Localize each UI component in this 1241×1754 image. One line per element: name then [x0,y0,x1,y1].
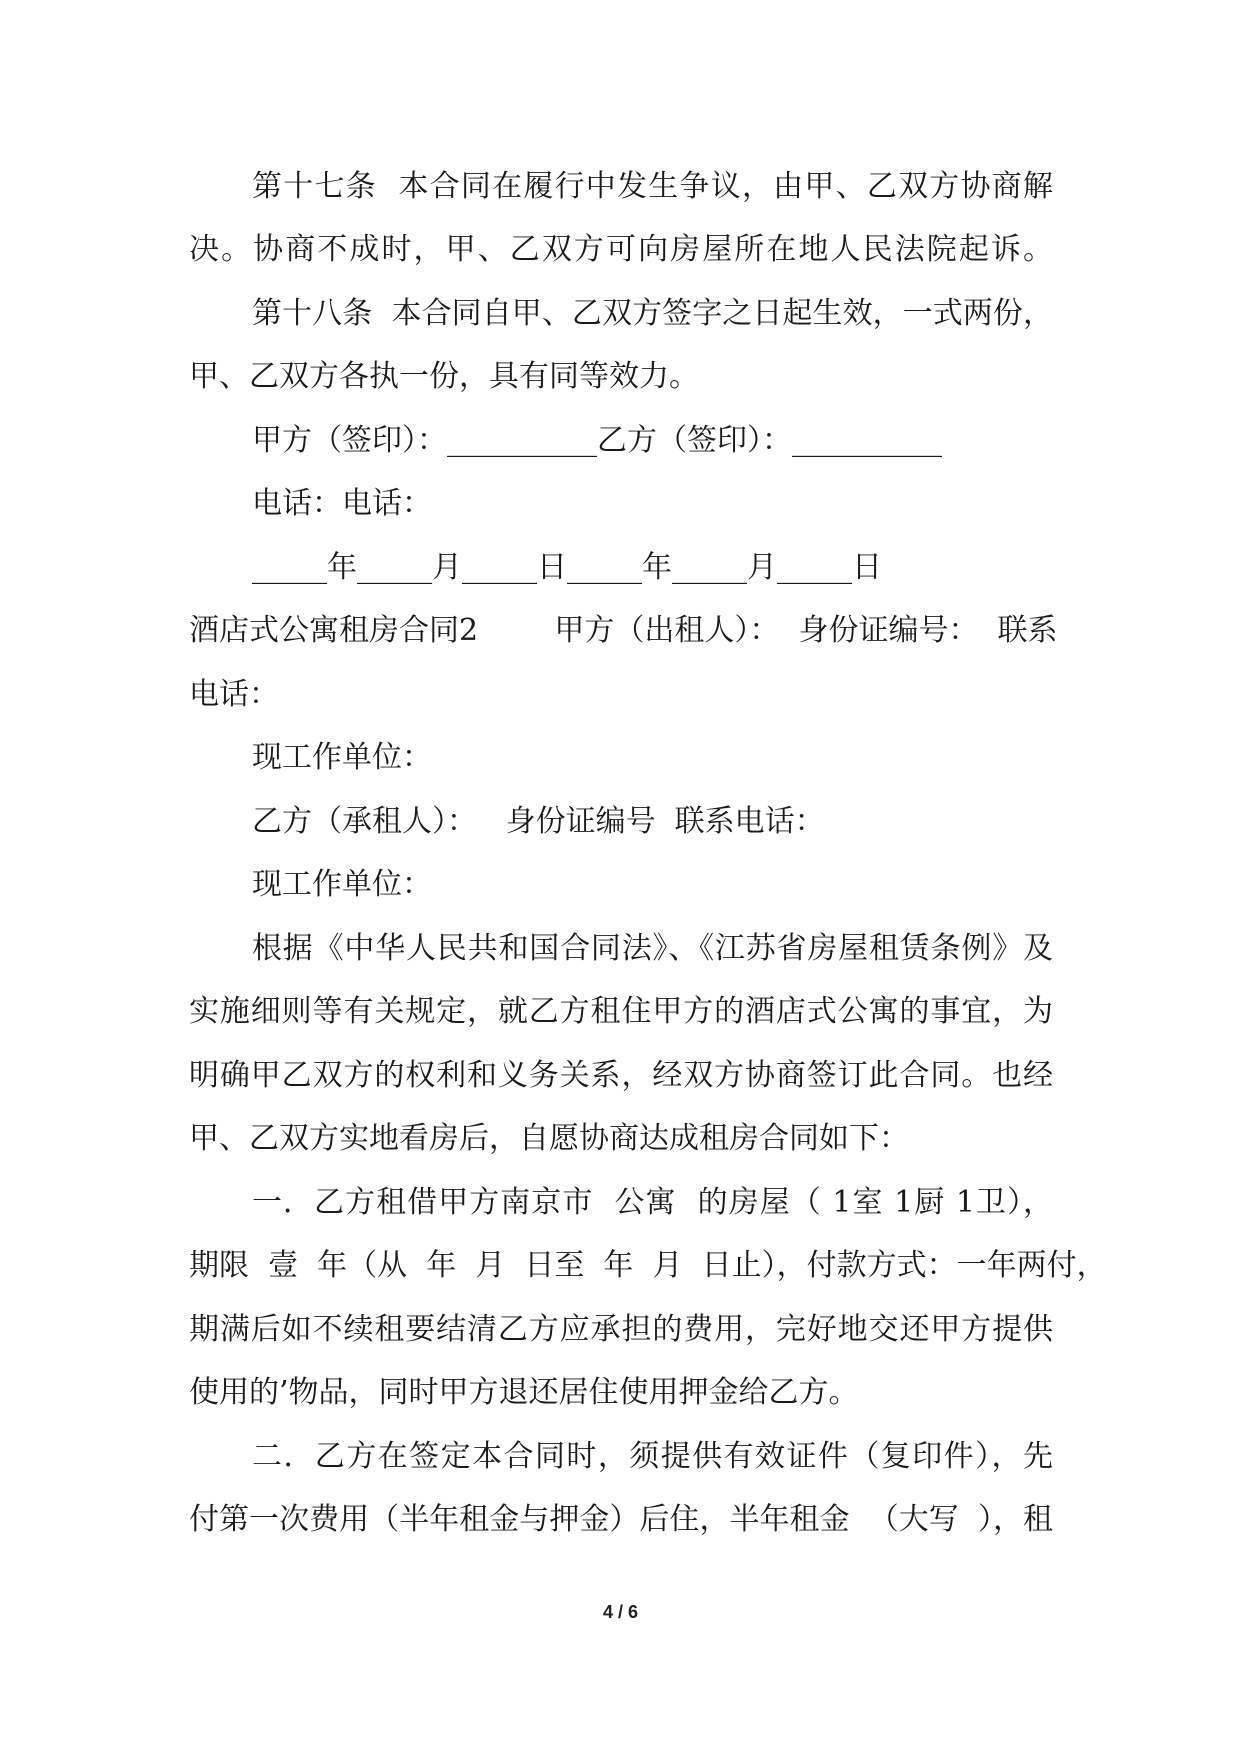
landlord-workplace-line: 现工作单位： [252,740,432,775]
article-18-line-2: 甲、乙双方各执一份，具有同等效力。 [189,359,699,394]
clause-1-line-3: 期满后如不续租要结清乙方应承担的费用，完好地交还甲方提供 [189,1312,1053,1347]
contract-2-title-line: 酒店式公寓租房合同2 甲方（出租人）： 身份证编号： 联系 [189,613,1058,648]
preamble-line-2: 实施细则等有关规定，就乙方租住甲方的酒店式公寓的事宜，为 [189,994,1053,1029]
preamble-line-4: 甲、乙双方实地看房后，自愿协商达成租房合同如下： [189,1121,909,1156]
tenant-workplace-line: 现工作单位： [252,867,432,902]
article-18-line-1: 第十八条 本合同自甲、乙双方签字之日起生效，一式两份， [252,296,1053,331]
clause-2-line-1: 二．乙方在签定本合同时，须提供有效证件（复印件），先 [252,1439,1053,1474]
page-number: 4 / 6 [602,1602,639,1622]
preamble-line-3: 明确甲乙双方的权利和义务关系，经双方协商签订此合同。也经 [189,1058,1053,1093]
article-17-line-1: 第十七条 本合同在履行中发生争议，由甲、乙双方协商解 [252,169,1053,204]
clause-1-line-1: 一．乙方租借甲方南京市 公寓 的房屋（ 1室 1厨 1卫）， [252,1185,1053,1220]
landlord-phone-line: 电话： [189,677,279,712]
clause-1-line-4: 使用的’物品，同时甲方退还居住使用押金给乙方。 [189,1375,859,1410]
date-line: _____年_____月_____日_____年_____月_____日 [252,550,882,585]
clause-1-line-2: 期限 壹 年（从 年 月 日至 年 月 日止），付款方式：一年两付， [189,1248,1107,1283]
signature-line: 甲方（签印）：__________乙方（签印）：__________ [252,423,942,458]
phone-line: 电话：电话： [252,486,432,521]
tenant-info-line: 乙方（承租人）： 身份证编号 联系电话： [252,804,825,839]
article-17-line-2: 决。协商不成时，甲、乙双方可向房屋所在地人民法院起诉。 [189,232,1053,267]
clause-2-line-2: 付第一次费用（半年租金与押金）后住，半年租金 （大写 ），租 [189,1502,1053,1537]
preamble-line-1: 根据《中华人民共和国合同法》、《江苏省房屋租赁条例》及 [252,931,1053,966]
